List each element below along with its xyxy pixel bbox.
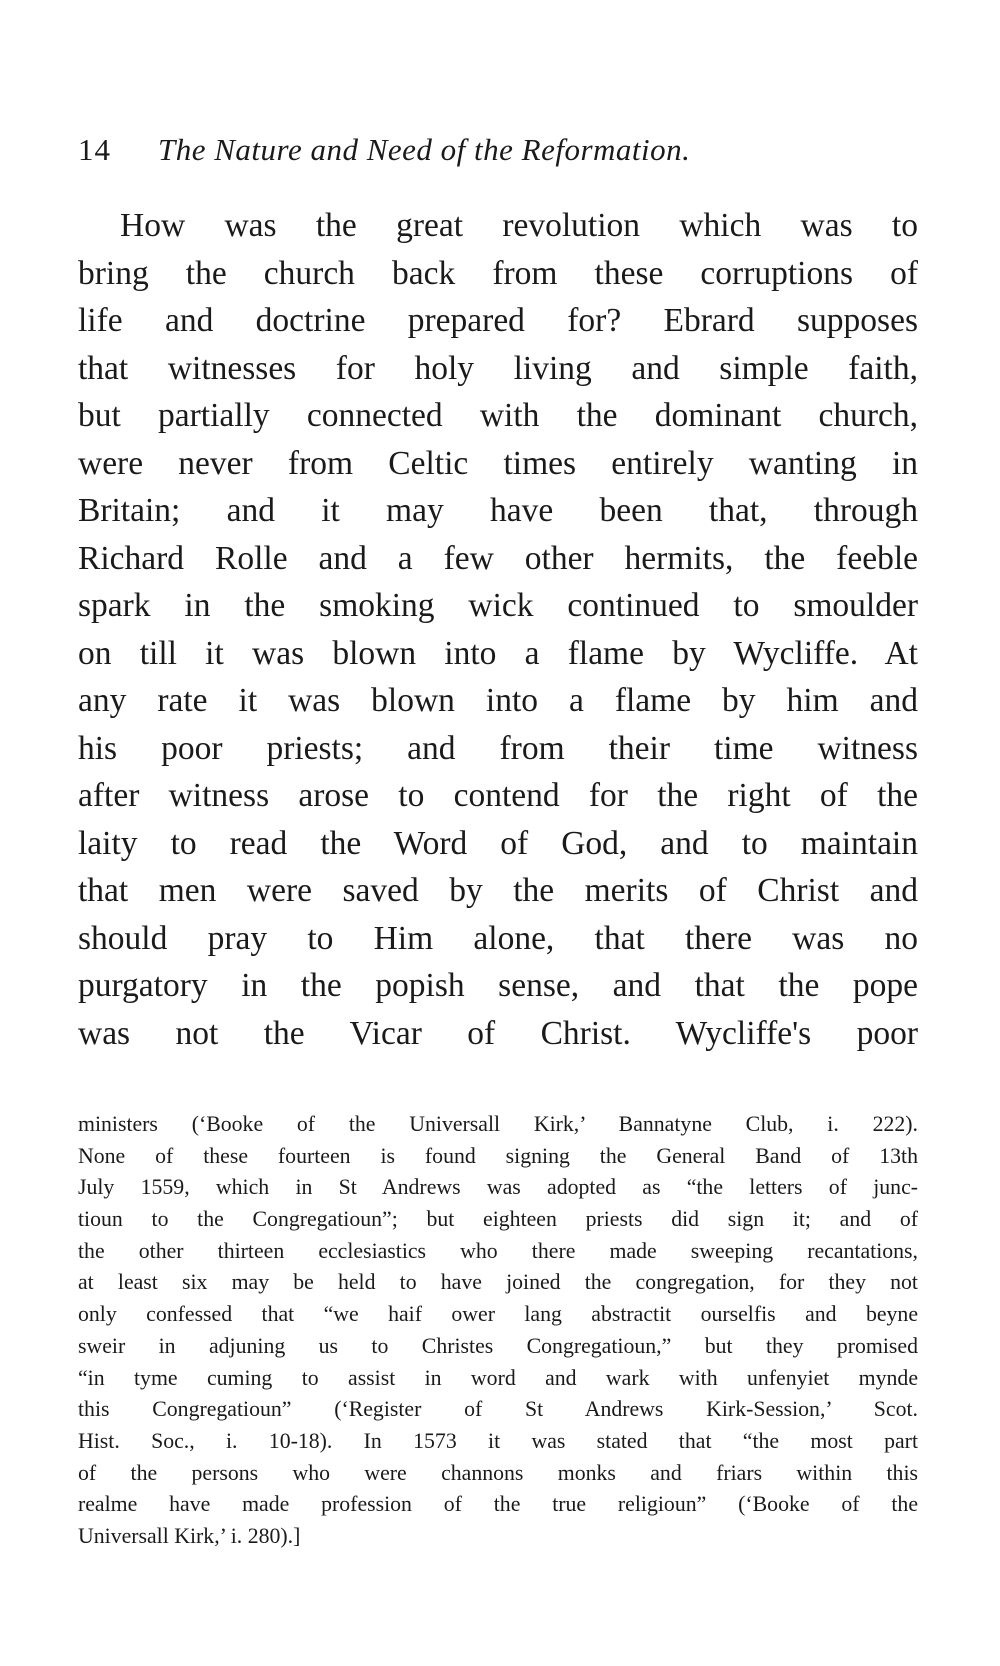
text-line: spark in the smoking wick continued to smoulder <box>78 587 918 624</box>
footnote-line: “in tyme cuming to assist in word and wark with unfenyiet mynde <box>78 1365 918 1390</box>
main-text <box>78 202 918 1057</box>
text-line: bring the church back from these corruptions of <box>78 254 918 292</box>
text-line: on till it was blown into a flame by Wycliffe. At <box>78 634 918 672</box>
text-line: life and doctrine prepared for? Ebrard supposes <box>78 302 918 339</box>
text-line: after witness arose to contend for the right of the <box>78 777 918 814</box>
text-line: that men were saved by the merits of Christ and <box>78 872 918 909</box>
text-line: any rate it was blown into a flame by him and <box>78 682 918 719</box>
footnote-line: of the persons who were channons monks and friars within this <box>78 1460 918 1485</box>
text-line: Britain; and it may have been that, through <box>78 492 918 529</box>
page-number: 14 <box>78 132 111 167</box>
running-title: The Nature and Need of the Reformation. <box>158 132 691 167</box>
text-line: his poor priests; and from their time witness <box>78 729 918 767</box>
footnote-line: realme have made profession of the true religioun” (‘Booke of the <box>78 1492 918 1517</box>
text-line: but partially connected with the dominant church, <box>78 397 918 434</box>
running-head <box>78 128 918 172</box>
text-line: purgatory in the popish sense, and that the pope <box>78 967 918 1004</box>
footnote-line: sweir in adjuning us to Christes Congregatioun,” but they promised <box>78 1333 918 1358</box>
footnote-line: July 1559, which in St Andrews was adopted as “the letters of junc- <box>78 1175 918 1200</box>
text-line: laity to read the Word of God, and to maintain <box>78 824 918 862</box>
footnote-line: this Congregatioun” (‘Register of St Andrews Kirk-Session,’ Scot. <box>78 1397 918 1422</box>
text-line: should pray to Him alone, that there was no <box>78 919 918 957</box>
footnote-line: None of these fourteen is found signing the General Band of 13th <box>78 1143 918 1168</box>
footnote-line: only confessed that “we haif ower lang abstractit ourselfis and beyne <box>78 1302 918 1327</box>
text-line: was not the Vicar of Christ. Wycliffe's poor <box>78 1014 918 1052</box>
footnote-line: the other thirteen ecclesiastics who there made sweeping recantations, <box>78 1238 918 1263</box>
footnote-line: at least six may be held to have joined the congregation, for they not <box>78 1270 918 1295</box>
text-line: were never from Celtic times entirely wanting in <box>78 444 918 482</box>
text-line: How was the great revolution which was to <box>120 207 918 244</box>
footnote <box>78 1109 918 1553</box>
text-line: Richard Rolle and a few other hermits, the feeble <box>78 539 918 577</box>
footnote-line: tioun to the Congregatioun”; but eighteen priests did sign it; and of <box>78 1207 918 1232</box>
text-line: that witnesses for holy living and simple faith, <box>78 349 918 387</box>
footnote-line: Universall Kirk,’ i. 280).] <box>78 1523 301 1548</box>
footnote-line: ministers (‘Booke of the Universall Kirk,’ Bannatyne Club, i. 222). <box>78 1112 918 1136</box>
footnote-line: Hist. Soc., i. 10-18). In 1573 it was stated that “the most part <box>78 1428 918 1453</box>
